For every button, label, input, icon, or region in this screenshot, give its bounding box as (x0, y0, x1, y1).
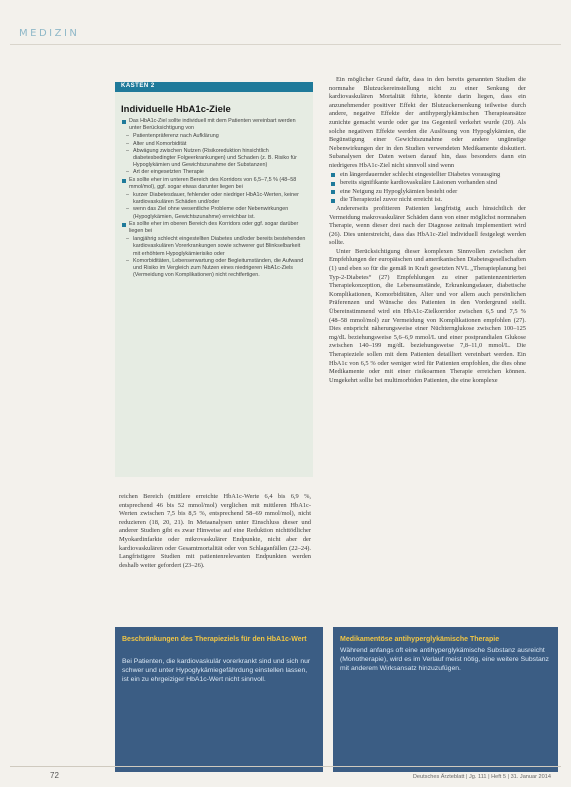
info-box-label: KASTEN 2 (121, 83, 155, 89)
body-paragraph: Ein möglicher Grund dafür, dass in den bereits genannten Studien die normnahe Blutzuckereinstellung nicht zu einer Senkung der kardiovaskulären Mortalität führte, könnte darin liegen, dass ein anzunehmender positiver Effekt der Blutzuckersenkung teilweise durch andere, negative Effekte der antihyperglykämischen Therapieansätze zunichte gemacht wurde oder gar ins Gegenteil verkehrt wurde (20). Als solche negativen Effekte werden die Auslösung von Hypoglykämien, die Begünstigung einer Gewichtszunahme oder andere ungünstige Nebenwirkungen der in den Studien verwendeten Medikamente diskutiert. Subanalysen der Daten weisen darauf hin, dass besonders dann ein niedrigeres HbA1c-Ziel nicht sinnvoll sind wenn (329, 76, 526, 169)
footer-divider (10, 766, 561, 767)
bullet-item: die Therapieziel zuvor nicht erreicht ist. (329, 196, 526, 205)
box-sub-item: – Patientenpräferenz nach Aufklärung (121, 133, 307, 140)
header-divider (10, 44, 561, 45)
summary-box-left (115, 627, 323, 772)
box-sub-item: – wenn das Ziel ohne wesentliche Probleme oder Nebenwirkungen (Hypoglykämien, Gewichtszunahme) erreichbar ist. (121, 206, 307, 220)
summary-box-right-title: Medikamentöse antihyperglykämische Therapie (340, 636, 500, 643)
summary-box-right (333, 627, 558, 772)
summary-box-right-text: Während anfangs oft eine antihyperglykämische Substanz ausreicht (Monotherapie), wird es im Verlauf meist nötig, eine weitere Substanz mit anderem Wirksansatz hinzuzufügen. (340, 647, 549, 673)
body-paragraph: Andererseits profitieren Patienten langfristig auch hinsichtlich der Vermeidung makrovaskulärer Schäden dann von einer möglichst normnahen Therapie, wenn dieser drei nach der Diagnose zeitnah implementiert wird (26). Dies unterstreicht, dass das HbA1c-Ziel individuell festgelegt werden sollte. (329, 204, 526, 247)
box-list-item: Das HbA1c-Ziel sollte individuell mit dem Patienten vereinbart werden unter Berücksichtigung von (121, 118, 307, 132)
box-sub-item: – Alter und Komorbidität (121, 141, 307, 148)
section-label: MEDIZIN (19, 28, 80, 39)
box-sub-item: – langjährig schlecht eingestellten Diabetes und/oder bereits bestehenden kardiovaskulären Vorerkrankungen sowie schwerer gut Blinkselbarkeit mit erhöhtem Hypoglykämierisiko oder (121, 236, 307, 258)
right-text-column (329, 76, 526, 385)
box-sub-item: – kurzer Diabetesdauer, fehlender oder niedriger HbA1c-Werten, keiner kardiovaskulären Schäden und/oder (121, 192, 307, 206)
info-box (115, 82, 313, 477)
page-number: 72 (50, 771, 59, 780)
info-box-title: Individuelle HbA1c-Ziele (121, 104, 231, 115)
box-sub-item: – Komorbiditäten, Lebenserwartung oder Begleitumständen, die Aufwand und Risiko im Vergleich zum Nutzen eines niedrigeren HbA1c-Ziels (Vermeidung von Komplikationen) nicht rechtfertigen. (121, 258, 307, 280)
bullet-item: eine Neigung zu Hypoglykämien besteht oder (329, 188, 526, 197)
box-sub-item: – Abwägung zwischen Nutzen (Risikoreduktion hinsichtlich diabetesbedingter Folgeerkrankungen) und Schaden (z. B. Risiko für Hypoglykämien und Gewichtszunahme der Substanzen) (121, 148, 307, 170)
left-text-column (119, 493, 311, 570)
box-list-item: Es sollte eher im oberen Bereich des Korridors oder ggf. sogar darüber liegen bei (121, 221, 307, 235)
journal-citation: Deutsches Ärzteblatt | Jg. 111 | Heft 5 | 31. Januar 2014 (412, 774, 551, 780)
box-list-item: Es sollte eher im unteren Bereich des Korridors von 6,5–7,5 % (48–58 mmol/mol), ggf. sogar etwas darunter liegen bei (121, 177, 307, 191)
body-paragraph: Unter Berücksichtigung dieser komplexen Sinnvollen zwischen der Empfehlungen der europäischen und amerikanischen Diabetesgesellschaften (1) und eben so für die gemäß in Kraft gesetzten NVL „Therapieplanung bei Typ-2-Diabetes“ (27) Empfehlungen zu einer patientenzentrierten Therapiekonzeption, die Lebensumstände, Erkrankungsdauer, diabetische Komplikationen, Komorbiditäten, Alter und vor allem auch persönlichen Präferenzen und Wünsche des Patienten in den Vordergrund stellt. Übereinstimmend wird ein HbA1c-Zielkorridor zwischen 6,5 und 7,5 % (48–58 mmol/mol) zur Vermeidung von Komplikationen empfohlen (27). Dies entspricht näherungsweise einer Nüchternglukose zwischen 100–125 mg/dL beziehungsweise 5,6–6,9 mmol/L und einer postprandialen Glukose zwischen 140–199 mg/dL beziehungsweise 7,8–11,0 mmol/L. Die Therapieziele sollen mit dem Patienten detailliert vereinbart werden. Ein HbA1c von 6,5 % oder weniger wird für Patienten empfohlen, die dies ohne Medikamente oder mit einer risikoarmen Therapie erreichen können. Umgekehrt sollte bei multimorbiden Patienten, die eine komplexe (329, 247, 526, 384)
bullet-item: bereits signifikante kardiovaskuläre Läsionen vorhanden sind (329, 179, 526, 188)
summary-box-left-title: Beschränkungen des Therapieziels für den HbA1c-Wert (122, 636, 307, 643)
box-sub-item: – Art der eingesetzten Therapie (121, 169, 307, 176)
info-box-list (121, 118, 307, 279)
bullet-item: ein längerdauernder schlecht eingestellter Diabetes vorausging (329, 171, 526, 180)
body-paragraph: reichen Bereich (mittlere erreichte HbA1c-Werte 6,4 bis 6,9 %, entsprechend 46 bis 52 mmol/mol) verglichen mit mittleren HbA1c-Werten zwischen 7,5 bis 8,5 %, entsprechend 58–69 mmol/mol), nicht reduzieren (18, 20, 21). In Metaanalysen unter Einschluss dieser und anderer Studien gibt es zwar Hinweise auf eine Reduktion nichttödlicher Myokardinfarkte oder mikrovaskulärer Endpunkte, nicht aber der kardiovaskulären oder Gesamtmortalität oder von Schlaganfällen (22–24). Langfristigere Studien mit patientenrelevanten Endpunkten werden deshalb weiter gefordert (23–26). (119, 493, 311, 569)
info-box-header (115, 82, 313, 92)
summary-box-left-text: Bei Patienten, die kardiovaskulär vorerkrankt sind und sich nur schwer und unter Hypoglykämiegefährdung einstellen lassen, ist ein zu ehrgeiziger HbA1c-Wert nicht sinnvoll. (122, 658, 311, 684)
